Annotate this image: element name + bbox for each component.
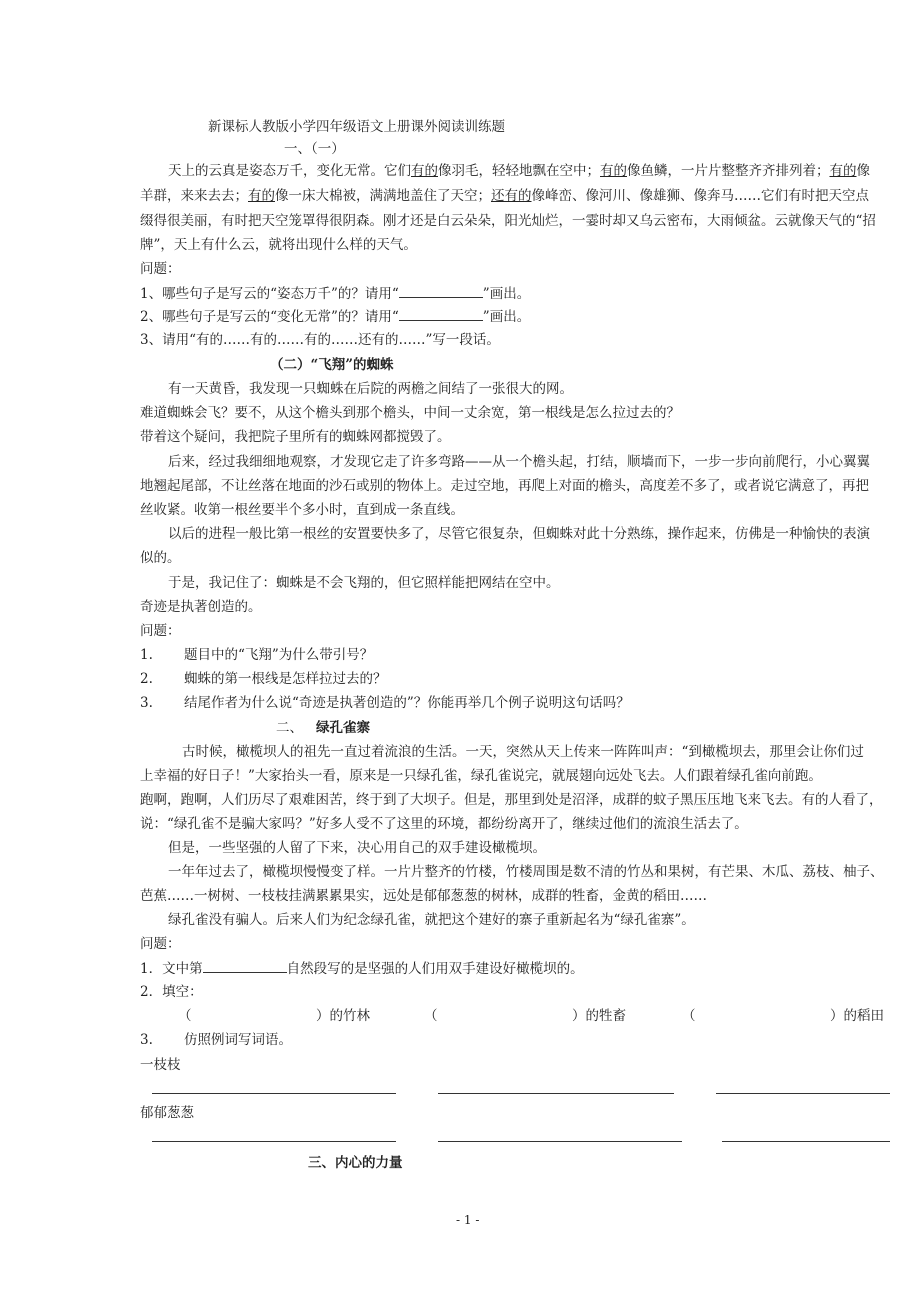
s1-question-2 bbox=[140, 306, 530, 327]
answer-line[interactable] bbox=[716, 1093, 890, 1094]
answer-blank[interactable] bbox=[399, 283, 483, 298]
text: 自然段写的是坚强的人们用双手建设好橄榄坝的。 bbox=[286, 961, 584, 977]
underlined-text: 还有的 bbox=[491, 188, 532, 204]
s1-question-3: 3、请用“有的……有的……有的……还有的……”写一段话。 bbox=[140, 332, 500, 348]
text: 像 bbox=[856, 163, 870, 179]
s1-paragraph-line-3: 缀得很美丽，有时把天空笼罩得很阴森。刚才还是白云朵朵，阳光灿烂，一霎时却又乌云密布，大雨倾盆。云就像天气的“招 bbox=[140, 213, 876, 229]
s2-line-6: 丝收紧。收第一根丝要半个多小时，直到成一条直线。 bbox=[140, 502, 464, 518]
text: 2、哪些句子是写云的“变化无常”的？请用“ bbox=[140, 309, 399, 325]
text: 1．文中第 bbox=[140, 961, 203, 977]
s1-paragraph-line-4: 牌”，天上有什么云，就将出现什么样的天气。 bbox=[140, 237, 417, 253]
answer-line[interactable] bbox=[152, 1141, 396, 1142]
s3-questions-label: 问题： bbox=[140, 936, 181, 952]
s3-line-1: 古时候，橄榄坝人的祖先一直过着流浪的生活。一天，突然从天上传来一阵阵叫声：“到橄榄坝去，那里会让你们过 bbox=[182, 744, 864, 760]
fill-open-paren-2: （ bbox=[424, 1008, 438, 1024]
section-4-heading: 三、内心的力量 bbox=[308, 1155, 403, 1171]
doc-title: 新课标人教版小学四年级语文上册课外阅读训练题 bbox=[208, 119, 505, 135]
question-text: 题目中的“飞翔”为什么带引号？ bbox=[184, 647, 374, 663]
section-2-heading: （二）“飞翔”的蜘蛛 bbox=[270, 357, 394, 373]
text: 像鱼鳞，一片片整整齐齐排列着； bbox=[627, 163, 830, 179]
s2-line-4: 后来，经过我细细地观察，才发现它走了许多弯路——从一个檐头起，打结，顺墙而下，一步一步向前爬行，小心翼翼 bbox=[168, 454, 870, 470]
question-number: 3. bbox=[140, 695, 153, 711]
s2-line-2: 难道蜘蛛会飞？要不，从这个檐头到那个檐头，中间一丈余宽，第一根线是怎么拉过去的？ bbox=[140, 405, 680, 421]
s3-question-1 bbox=[140, 958, 584, 979]
s3-question-3 bbox=[140, 1030, 292, 1050]
fill-open-paren-3: （ bbox=[682, 1008, 696, 1024]
s1-paragraph-line-1 bbox=[168, 161, 870, 181]
s2-line-8: 似的。 bbox=[140, 550, 181, 566]
s3-line-2: 上幸福的好日子！”大家抬头一看，原来是一只绿孔雀，绿孔雀说完，就展翅向远处飞去。人们跟着绿孔雀向前跑。 bbox=[140, 768, 822, 784]
fill-open-paren-1: （ bbox=[178, 1008, 192, 1024]
question-number: 1. bbox=[140, 647, 153, 663]
fill-label-1: ）的竹林 bbox=[316, 1008, 370, 1024]
heading-number: 二、 bbox=[276, 720, 303, 736]
text: 羊群，来来去去； bbox=[140, 188, 248, 204]
s3-line-7: 芭蕉……一树树、一枝枝挂满累累果实，远处是郁郁葱葱的树林，成群的牲畜，金黄的稻田…… bbox=[140, 888, 707, 904]
question-number: 2. bbox=[140, 671, 153, 687]
s1-question-1 bbox=[140, 283, 530, 304]
question-text: 蜘蛛的第一根线是怎样拉过去的？ bbox=[184, 671, 387, 687]
s2-line-9: 于是，我记住了：蜘蛛是不会飞翔的，但它照样能把网结在空中。 bbox=[168, 575, 560, 591]
s2-questions-label: 问题： bbox=[140, 623, 181, 639]
s2-question-3 bbox=[140, 693, 630, 713]
text: 像一床大棉被，满满地盖住了天空； bbox=[275, 188, 491, 204]
example-word-2: 郁郁葱葱 bbox=[140, 1105, 194, 1121]
text: ”画出。 bbox=[482, 286, 531, 302]
fill-label-2: ）的牲畜 bbox=[572, 1008, 626, 1024]
s2-line-7: 以后的进程一般比第一根丝的安置要快多了，尽管它很复杂，但蜘蛛对此十分熟练，操作起来，仿佛是一种愉快的表演 bbox=[168, 526, 870, 542]
heading-title: 绿孔雀寨 bbox=[316, 720, 370, 736]
text: 像峰峦、像河川、像雄狮、像奔马……它们有时把天空点 bbox=[531, 188, 869, 204]
text: 1、哪些句子是写云的“姿态万千”的？请用“ bbox=[140, 286, 399, 302]
underlined-text: 有的 bbox=[600, 163, 627, 179]
text: 天上的云真是姿态万千，变化无常。它们 bbox=[168, 163, 411, 179]
question-number: 3. bbox=[140, 1032, 153, 1048]
s2-line-3: 带着这个疑问，我把院子里所有的蜘蛛网都搅毁了。 bbox=[140, 429, 451, 445]
s2-line-1: 有一天黄昏，我发现一只蜘蛛在后院的两檐之间结了一张很大的网。 bbox=[168, 381, 573, 397]
s2-question-1 bbox=[140, 645, 373, 665]
section-1-heading: 一、（一） bbox=[284, 141, 345, 157]
question-text: 结尾作者为什么说“奇迹是执著创造的”？你能再举几个例子说明这句话吗？ bbox=[184, 695, 630, 711]
answer-blank[interactable] bbox=[203, 958, 287, 973]
fill-label-3: ）的稻田 bbox=[830, 1008, 884, 1024]
answer-line[interactable] bbox=[722, 1141, 890, 1142]
s2-question-2 bbox=[140, 669, 387, 689]
s3-line-8: 绿孔雀没有骗人。后来人们为纪念绿孔雀，就把这个建好的寨子重新起名为“绿孔雀寨”。 bbox=[168, 912, 695, 928]
answer-blank[interactable] bbox=[399, 306, 483, 321]
s3-question-2: 2．填空： bbox=[140, 984, 203, 1000]
answer-line[interactable] bbox=[152, 1093, 396, 1094]
s1-questions-label: 问题： bbox=[140, 261, 181, 277]
text: 像羽毛，轻轻地飘在空中； bbox=[438, 163, 600, 179]
s3-line-6: 一年年过去了，橄榄坝慢慢变了样。一片片整齐的竹楼，竹楼周围是数不清的竹丛和果树，有芒果、木瓜、荔枝、柚子、 bbox=[168, 864, 884, 880]
s3-line-3: 跑啊，跑啊，人们历尽了艰难困苦，终于到了大坝子。但是，那里到处是沼泽，成群的蚊子黑压压地飞来飞去。有的人看了， bbox=[140, 792, 883, 808]
page-number: - 1 - bbox=[456, 1213, 480, 1227]
s1-paragraph-line-2 bbox=[140, 186, 869, 206]
underlined-text: 有的 bbox=[411, 163, 438, 179]
underlined-text: 有的 bbox=[829, 163, 857, 179]
s3-line-4: 说：“绿孔雀不是骗大家吗？”好多人受不了这里的环境，都纷纷离开了，继续过他们的流浪生活去了。 bbox=[140, 816, 748, 832]
s3-line-5: 但是，一些坚强的人留了下来，决心用自己的双手建设橄榄坝。 bbox=[168, 840, 546, 856]
underlined-text: 有的 bbox=[248, 188, 275, 204]
answer-line[interactable] bbox=[438, 1093, 674, 1094]
example-word-1: 一枝枝 bbox=[140, 1057, 181, 1073]
s2-line-5: 地翘起尾部，不让丝落在地面的沙石或别的物体上。走过空地，再爬上对面的檐头，高度差不多了，或者说它满意了，再把 bbox=[140, 478, 869, 494]
section-3-heading bbox=[276, 718, 370, 738]
question-text: 仿照例词写词语。 bbox=[184, 1032, 292, 1048]
s2-line-10: 奇迹是执著创造的。 bbox=[140, 599, 262, 615]
text: ”画出。 bbox=[482, 309, 531, 325]
answer-line[interactable] bbox=[438, 1141, 682, 1142]
